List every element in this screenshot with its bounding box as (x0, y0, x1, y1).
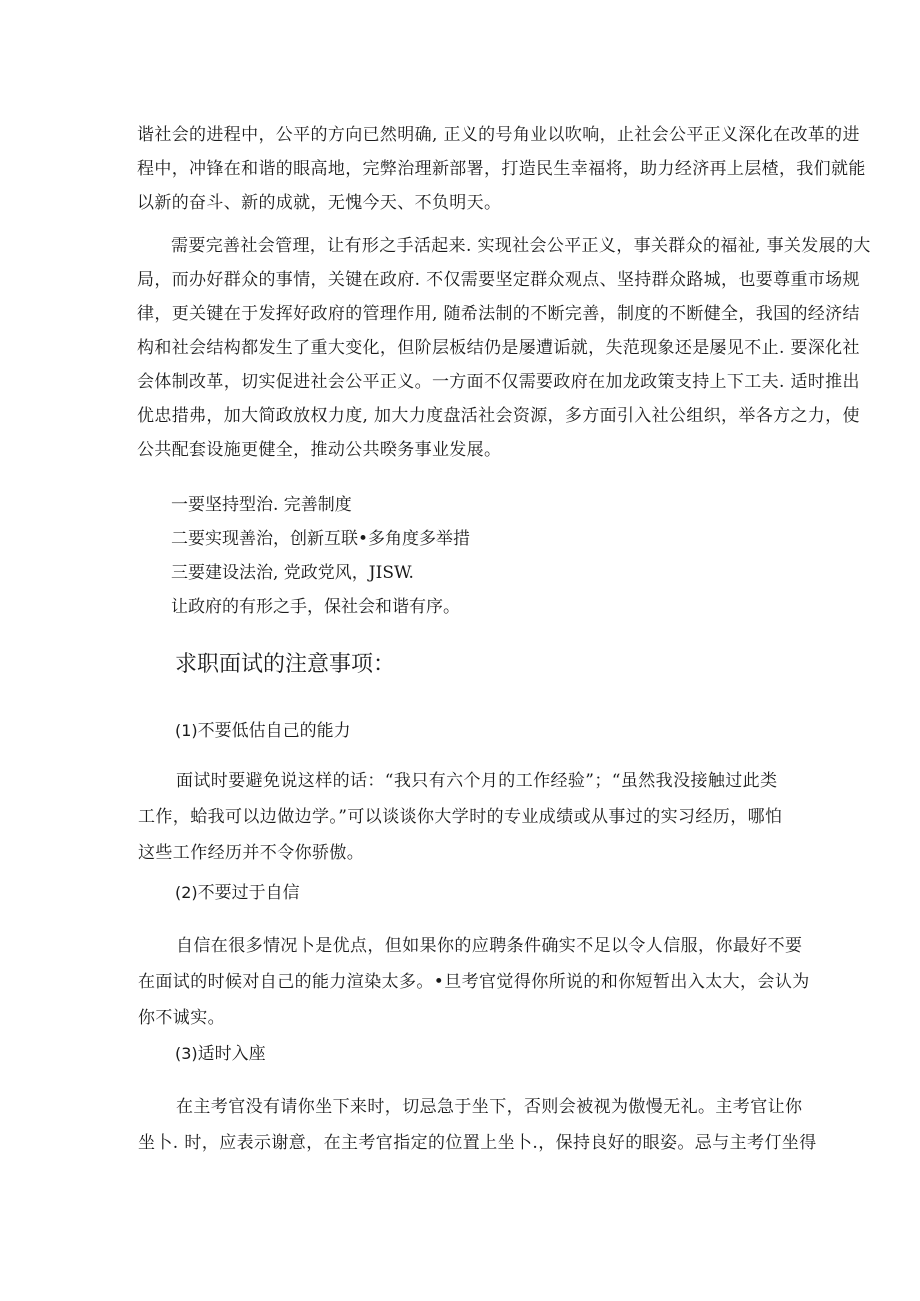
list-item: 让政府的有形之手，保社会和谐有序。 (171, 597, 460, 617)
item-heading-text: 适时入座 (197, 1044, 266, 1064)
item-heading-text: 不要低估自己的能力 (197, 721, 351, 741)
item-number: (1) (175, 721, 198, 740)
paragraph-line: 以新的奋斗、新的成就，无愧今天、不负明天。 (137, 193, 502, 213)
paragraph-line: 构和社会结构都发生了重大变化，但阶层板结仍是屡遭诟就，失范现象还是屡见不止. 要深化社 (137, 338, 860, 358)
item-body (138, 928, 810, 1036)
paragraph-line: 在面试的时候对自己的能力渲染太多。•旦考官觉得你所说的和你短暂出入太大，会认为 (138, 972, 810, 992)
paragraph-line: 坐卜. 时，应表示谢意，在主考官指定的位置上坐卜.，保持良好的眼姿。忌与主考仃坐得 (138, 1133, 817, 1153)
paragraph-line: 局，而办好群众的事情，关键在政府. 不仅需要坚定群众观点、坚持群众路城，也要尊重市场规 (137, 270, 860, 290)
item-number: (2) (175, 883, 198, 902)
item-heading (175, 878, 300, 908)
list-item: 一要坚持型治. 完善制度 (171, 495, 352, 515)
paragraph-line: 律，更关键在于发挥好政府的管理作用, 随希法制的不断完善，制度的不断健全，我国的经济结 (137, 304, 860, 324)
section-title: 求职面试的注意事项： (175, 652, 396, 677)
paragraph-1 (137, 118, 866, 220)
measures-list (171, 488, 470, 624)
list-item: 二要实现善治，创新互联•多角度多举措 (171, 529, 471, 549)
paragraph-line: 会体制改革，切实促进社会公平正义。一方面不仅需要政府在加龙政策支持上下工夫. 适时推出 (137, 372, 860, 392)
item-heading-text: 不要过于自信 (197, 883, 300, 903)
list-item: 三要建设法治, 党政党风，JISW. (171, 563, 414, 583)
item-body (138, 1089, 817, 1161)
paragraph-2 (137, 229, 871, 467)
paragraph-line: 这些工作经历并不令你骄傲。 (138, 843, 365, 863)
paragraph-line: 你不诚实。 (138, 1008, 225, 1028)
item-heading (175, 1039, 266, 1069)
item-body (138, 763, 783, 871)
item-heading (175, 716, 351, 746)
paragraph-line: 自信在很多情况卜是优点，但如果你的应聘条件确实不足以令人信服，你最好不要 (176, 936, 803, 956)
paragraph-line: 需要完善社会管理，让有形之手活起来. 实现社会公平正义，事关群众的福祉, 事关发展的大 (171, 236, 871, 256)
paragraph-line: 谐社会的进程中，公平的方向已然明确, 正义的号角业以吹响，止社会公平正义深化在改革的进 (137, 125, 860, 145)
paragraph-line: 优忠措弗，加大简政放权力度, 加大力度盘活社会资源，多方面引入社公组织，举各方之力，使 (137, 406, 860, 426)
paragraph-line: 程中，冲锋在和谐的眼高地，完弊治理新部署，打造民生幸福将，助力经济再上层楂，我们就能 (137, 159, 866, 179)
paragraph-line: 面试时要避免说这样的话：“我只有六个月的工作经验”；“虽然我没接触过此类 (176, 771, 778, 791)
paragraph-line: 工作，蛤我可以边做边学。”可以谈谈你大学时的专业成绩或从事过的实习经历，哪怕 (138, 807, 783, 827)
paragraph-line: 在主考官没有请你坐下来时，切忌急于坐下，否则会被视为傲慢无礼。主考官让你 (176, 1097, 803, 1117)
item-number: (3) (175, 1044, 198, 1063)
paragraph-line: 公共配套设施更健全，推动公共暌务事业发展。 (137, 440, 502, 460)
